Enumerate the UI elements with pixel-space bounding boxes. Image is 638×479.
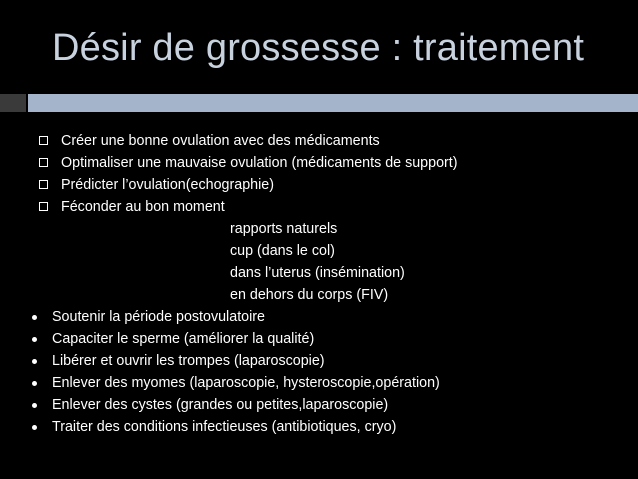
list-item	[0, 196, 638, 218]
list-item	[0, 152, 638, 174]
bullet-dot-icon	[32, 403, 37, 408]
list-item	[0, 174, 638, 196]
bullet-dot-icon	[32, 359, 37, 364]
bullet-dot-icon	[32, 425, 37, 430]
checkbox-bullet-icon	[39, 180, 48, 189]
bullet-item-text: Enlever des myomes (laparoscopie, hysteroscopie,opération)	[52, 375, 440, 391]
list-item	[0, 394, 638, 416]
bullet-item-text: Libérer et ouvrir les trompes (laparoscopie)	[52, 353, 325, 369]
list-item	[0, 328, 638, 350]
bullet-item-text: Capaciter le sperme (améliorer la qualité)	[52, 331, 315, 347]
bullet-item-text: Traiter des conditions infectieuses (antibiotiques, cryo)	[52, 419, 397, 435]
checkbox-bullet-icon	[39, 136, 48, 145]
checkbox-bullet-icon	[39, 158, 48, 167]
sub-item	[0, 240, 638, 262]
checkbox-item-text: Féconder au bon moment	[61, 199, 225, 215]
sub-item	[0, 262, 638, 284]
checkbox-item-text: Optimaliser une mauvaise ovulation (médicaments de support)	[61, 155, 458, 171]
bullet-dot-icon	[32, 315, 37, 320]
divider-bar-right-segment	[28, 94, 638, 112]
sub-item-text: en dehors du corps (FIV)	[230, 287, 389, 303]
sub-item-text: rapports naturels	[230, 221, 338, 237]
title-divider-bar	[0, 94, 638, 112]
bullet-item-text: Soutenir la période postovulatoire	[52, 309, 266, 325]
checkbox-item-text: Prédicter l’ovulation(echographie)	[61, 177, 274, 193]
sub-item-text: dans l’uterus (insémination)	[230, 265, 405, 281]
bullet-item-text: Enlever des cystes (grandes ou petites,laparoscopie)	[52, 397, 389, 413]
bullet-dot-icon	[32, 381, 37, 386]
list-item	[0, 372, 638, 394]
sub-item	[0, 218, 638, 240]
bullet-dot-icon	[32, 337, 37, 342]
sub-item	[0, 284, 638, 306]
list-item	[0, 306, 638, 328]
list-item	[0, 130, 638, 152]
checkbox-bullet-icon	[39, 202, 48, 211]
list-item	[0, 416, 638, 438]
slide-body	[0, 130, 638, 438]
slide-title: Désir de grossesse : traitement	[52, 27, 585, 69]
divider-bar-left-segment	[0, 94, 28, 112]
sub-item-text: cup (dans le col)	[230, 243, 335, 259]
checkbox-item-text: Créer une bonne ovulation avec des médicaments	[61, 133, 380, 149]
list-item	[0, 350, 638, 372]
